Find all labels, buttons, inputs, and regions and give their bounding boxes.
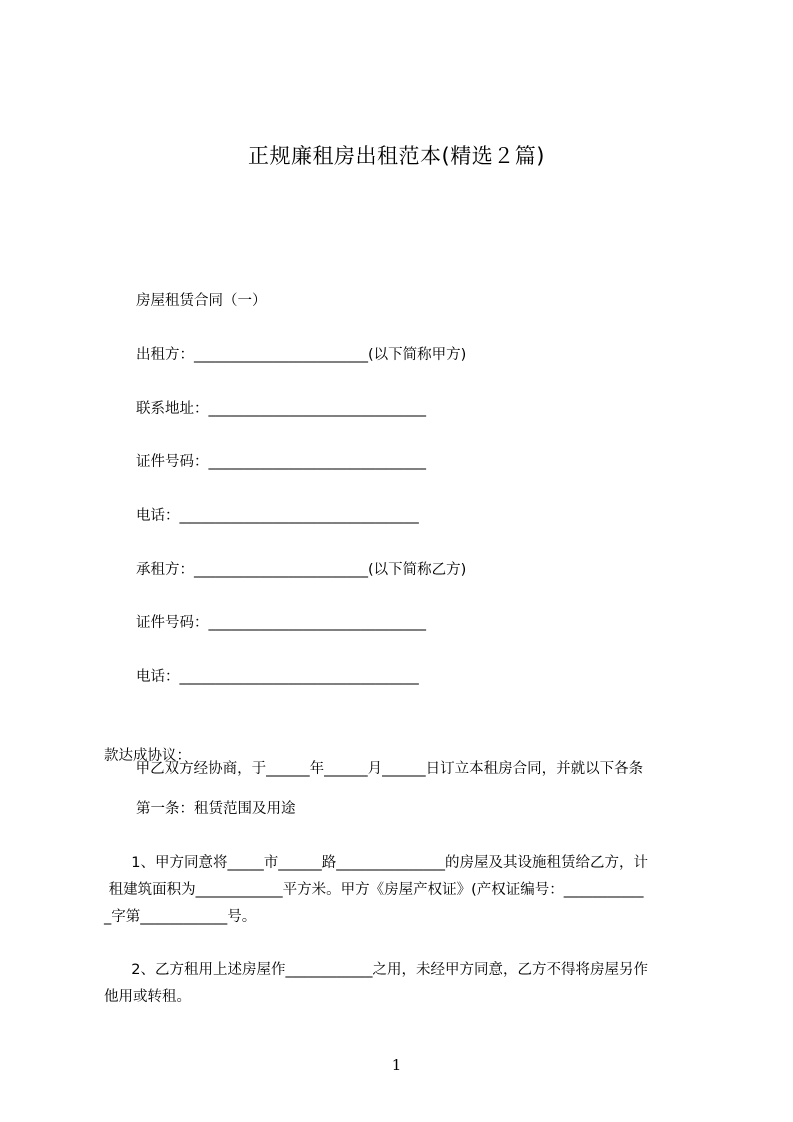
lessor-field: 出租方：________________________(以下简称甲方) [136, 347, 467, 363]
paragraph-line: 款达成协议： [104, 748, 191, 764]
page-number: 1 [391, 1056, 402, 1074]
clause-line: 2、乙方租用上述房屋作____________之用，未经甲方同意，乙方不得将房屋另作 [122, 962, 648, 978]
paragraph-line: 甲乙双方经协商，于______年______月______日订立本租房合同，并就以下各条 [131, 761, 644, 777]
address-field: 联系地址：______________________________ [136, 401, 426, 417]
clause-line: _字第____________号。 [104, 909, 257, 925]
phone-field: 电话：_________________________________ [136, 508, 419, 524]
clause-line: 他用或转租。 [104, 989, 191, 1005]
phone-field: 电话：_________________________________ [136, 669, 419, 685]
id-number-field: 证件号码：______________________________ [136, 615, 426, 631]
clause-line: 租建筑面积为____________平方米。甲方《房屋产权证》(产权证编号：___________ [104, 882, 644, 898]
id-number-field: 证件号码：______________________________ [136, 454, 426, 470]
section-heading: 房屋租赁合同（一） [136, 293, 267, 309]
document-title: 正规廉租房出租范本(精选２篇) [248, 144, 545, 168]
lessee-field: 承租方：________________________(以下简称乙方) [136, 562, 467, 578]
clause-line: 1、甲方同意将_____市______路_______________的房屋及其设施租赁给乙方，计 [122, 855, 648, 871]
article-heading: 第一条：租赁范围及用途 [136, 801, 296, 817]
